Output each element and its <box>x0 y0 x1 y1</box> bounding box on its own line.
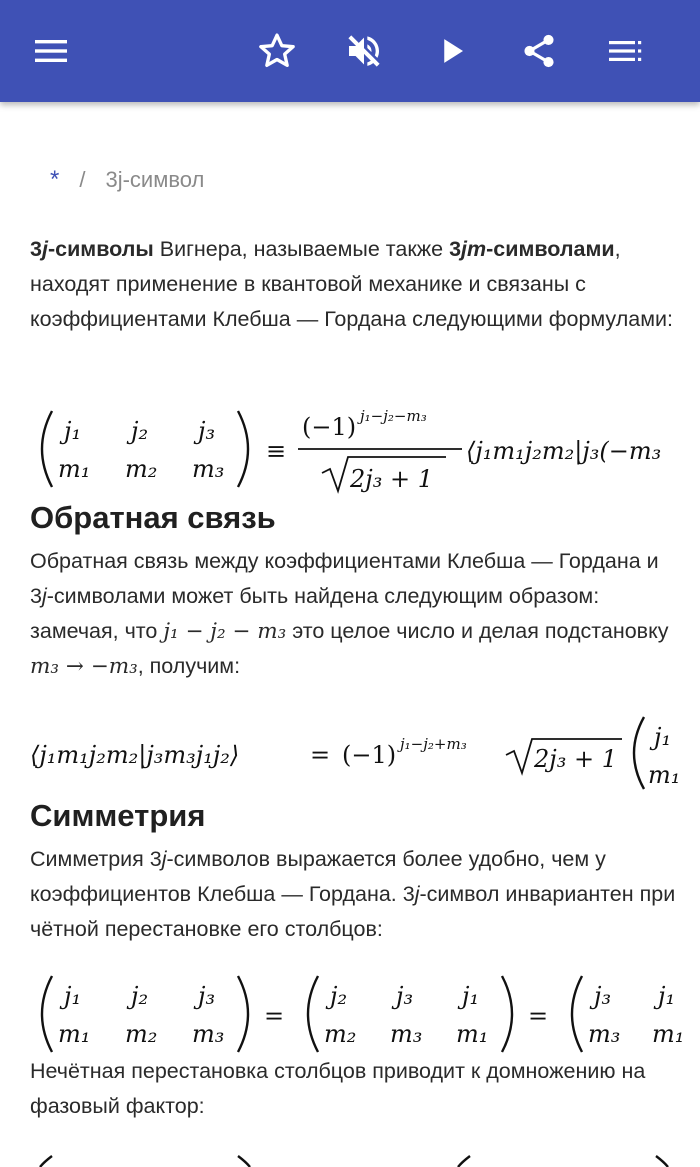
perm3-j3: j₃ <box>594 982 612 1010</box>
perm3-j1: j₁ <box>658 982 676 1010</box>
breadcrumb-root-link[interactable]: * <box>50 166 60 193</box>
perm2-m2: m₂ <box>324 1020 357 1048</box>
formula-odd-permutation <box>0 1142 700 1167</box>
play-button[interactable] <box>428 26 478 76</box>
perm1-j1: j₁ <box>64 982 82 1010</box>
intro-bold-j: j <box>41 237 48 261</box>
odd-left-paren <box>40 1156 52 1167</box>
section-symmetry-paragraph <box>30 842 680 947</box>
playlist-icon <box>607 36 645 66</box>
matrix2-j1: j₁ <box>654 723 672 751</box>
intro-bold-symbols: -символы <box>47 237 154 261</box>
star-outline-icon <box>257 31 297 71</box>
equals-sign: = <box>310 741 331 769</box>
symmetry-text-3: -символ инвариантен при чётной перестановке его столбцов: <box>30 882 676 941</box>
minus-one: (−1) <box>302 413 357 441</box>
inverse-text-1: Обратная связь между коэффициентами Клебша — Гордана и 3 <box>30 549 659 608</box>
formula-even-permutation <box>0 964 700 1064</box>
mute-button[interactable] <box>339 26 389 76</box>
perm2-right-paren <box>502 976 512 1052</box>
formula-cg-relation <box>0 397 700 502</box>
intro-text-2: , находят применение в квантовой механике и связаны с коэффициентами Клебша — Гордана следующими формулами: <box>30 237 673 331</box>
inline-math-a: j₁ − j₂ − m₃ <box>163 619 287 644</box>
perm1-left-paren <box>42 976 52 1052</box>
bookmark-button[interactable] <box>252 26 302 76</box>
perm3-left-paren <box>572 976 582 1052</box>
intro-bold-symbols-2: -символами <box>486 237 615 261</box>
symmetry-text-1: Симметрия 3 <box>30 847 162 871</box>
share-button[interactable] <box>514 26 564 76</box>
right-paren <box>238 411 248 487</box>
odd-permutation-paragraph: Нечётная перестановка столбцов приводит к домножению на фазовый фактор: <box>30 1059 646 1118</box>
sqrt-argument-2: 2j₃ + 1 <box>534 745 617 773</box>
play-icon <box>438 36 468 66</box>
perm2-left-paren <box>308 976 318 1052</box>
matrix-j2: j₂ <box>131 417 149 445</box>
equiv-sign: ≡ <box>266 437 287 465</box>
perm1-m2: m₂ <box>125 1020 158 1048</box>
formula-inverse <box>0 707 700 797</box>
perm3-m3: m₃ <box>588 1020 621 1048</box>
odd-right-paren-2 <box>656 1156 668 1167</box>
perm1-right-paren <box>238 976 248 1052</box>
sqrt-argument: 2j₃ + 1 <box>350 465 433 493</box>
odd-right-paren <box>238 1156 250 1167</box>
perm1-j2: j₂ <box>131 982 149 1010</box>
exponent-2: j₁−j₂+m₃ <box>400 735 467 753</box>
intro-bold-3: 3 <box>30 237 42 261</box>
breadcrumb-separator: / <box>79 167 86 192</box>
exponent-1: j₁−j₂−m₃ <box>360 407 427 425</box>
intro-bold-jm: jm <box>461 237 487 261</box>
inline-math-b: m₃ → −m₃ <box>30 654 138 679</box>
symmetry-italic-j: j <box>161 847 167 871</box>
intro-paragraph <box>30 232 680 337</box>
matrix2-m1: m₁ <box>648 761 681 789</box>
menu-button[interactable] <box>26 26 76 76</box>
perm-equals-2: = <box>528 1002 549 1030</box>
perm-equals-1: = <box>264 1002 285 1030</box>
inverse-text-2: -символами может быть найдена следующим образом: замечая, что <box>30 584 600 643</box>
breadcrumb <box>50 166 204 194</box>
perm2-j2: j₂ <box>330 982 348 1010</box>
symmetry-italic-j2: j <box>414 882 420 906</box>
section-title-inverse: Обратная связь <box>30 500 276 535</box>
perm1-j3: j₃ <box>198 982 216 1010</box>
intro-bold-3b: 3 <box>449 237 462 261</box>
perm2-j3: j₃ <box>396 982 414 1010</box>
section-inverse-paragraph <box>30 544 680 684</box>
perm3-m1: m₁ <box>652 1020 685 1048</box>
share-icon <box>520 32 558 70</box>
perm2-m3: m₃ <box>390 1020 423 1048</box>
cg-bracket-2: ⟨j₁m₁j₂m₂|j₃m₃j₁j₂⟩ <box>30 741 240 769</box>
odd-left-paren-2 <box>458 1156 470 1167</box>
minus-one-2: (−1) <box>342 741 397 769</box>
intro-text-1: Вигнера, называемые также <box>153 237 450 261</box>
inverse-italic-j: j <box>41 584 47 608</box>
perm1-m3: m₃ <box>192 1020 225 1048</box>
left-paren <box>42 411 52 487</box>
left-paren-2 <box>634 717 644 789</box>
section-title-symmetry: Симметрия <box>30 798 206 833</box>
top-app-bar <box>0 0 700 102</box>
inverse-text-3: это целое число и делая подстановку <box>286 619 669 643</box>
matrix-m2: m₂ <box>125 455 158 483</box>
symmetry-text-2: -символов выражается более удобно, чем у коэффициентов Клебша — Гордана. 3 <box>30 847 606 906</box>
playlist-button[interactable] <box>601 26 651 76</box>
perm2-j1: j₁ <box>462 982 480 1010</box>
matrix-m3: m₃ <box>192 455 225 483</box>
menu-icon <box>33 37 69 65</box>
breadcrumb-current: 3j-символ <box>105 167 205 192</box>
matrix-m1: m₁ <box>58 455 91 483</box>
volume-off-icon <box>344 31 384 71</box>
inverse-text-4: , получим: <box>137 654 241 678</box>
perm1-m1: m₁ <box>58 1020 91 1048</box>
cg-bracket: ⟨j₁m₁j₂m₂|j₃(−m₃ <box>466 437 662 465</box>
perm2-m1: m₁ <box>456 1020 489 1048</box>
matrix-j1: j₁ <box>64 417 82 445</box>
article-content[interactable] <box>0 102 700 1167</box>
matrix-j3: j₃ <box>198 417 216 445</box>
